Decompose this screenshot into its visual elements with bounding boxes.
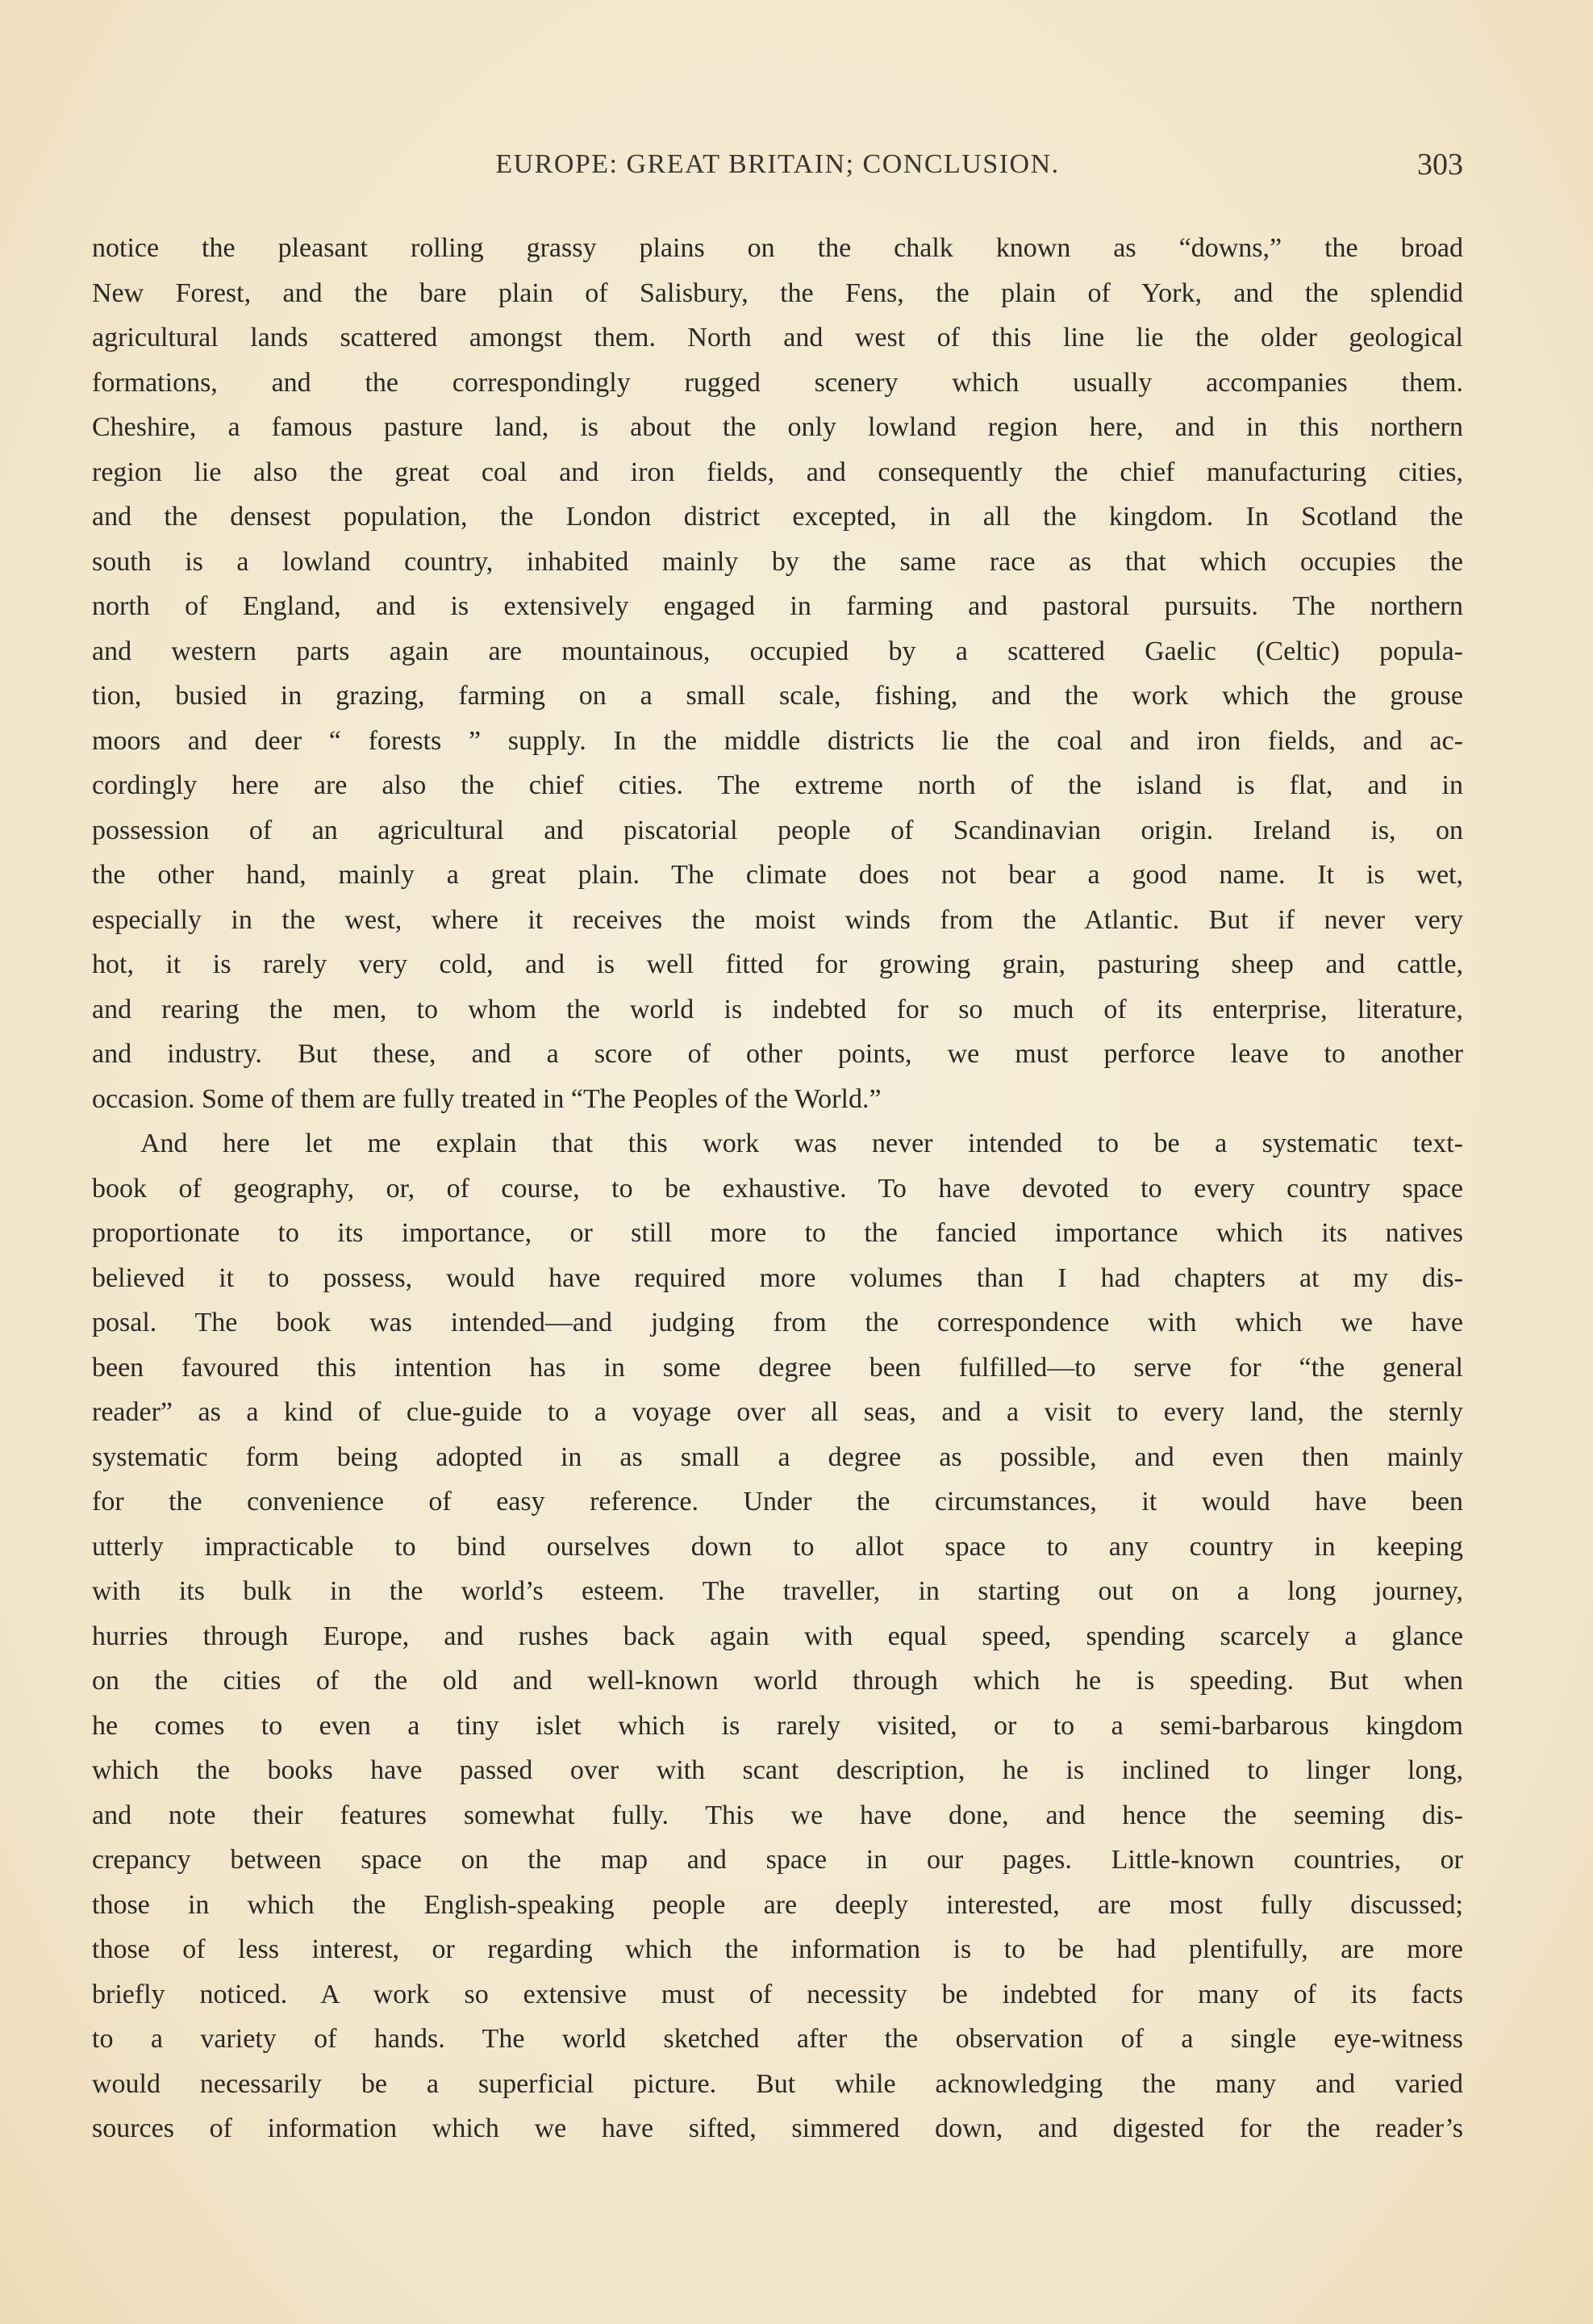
text-line: systematic form being adopted in as small a degree as possible, and even then mainly xyxy=(92,1442,1463,1472)
page-number: 303 xyxy=(1417,148,1463,181)
text-line: and western parts again are mountainous, occupied by a scattered Gaelic (Celtic) popula- xyxy=(92,636,1463,666)
text-line: to a variety of hands. The world sketched after the observation of a single eye-witness xyxy=(92,2024,1463,2054)
text-line: And here let me explain that this work was never intended to be a systematic text- xyxy=(140,1129,1463,1158)
text-line: for the convenience of easy reference. Under the circumstances, it would have been xyxy=(92,1487,1463,1517)
text-line: he comes to even a tiny islet which is rarely visited, or to a semi-barbarous kingdom xyxy=(92,1710,1463,1741)
text-line: been favoured this intention has in some degree been fulfilled—to serve for “the general xyxy=(92,1352,1463,1383)
running-head xyxy=(92,144,1463,186)
text-line: notice the pleasant rolling grassy plains on the chalk known as “downs,” the broad xyxy=(92,233,1463,263)
text-line: hot, it is rarely very cold, and is well fitted for growing grain, pasturing sheep and cattle, xyxy=(92,949,1463,979)
text-line: would necessarily be a superficial picture. But while acknowledging the many and varied xyxy=(92,2068,1463,2099)
text-line: possession of an agricultural and piscatorial people of Scandinavian origin. Ireland is, on xyxy=(92,815,1463,845)
text-line: those in which the English-speaking people are deeply interested, are most fully discussed; xyxy=(92,1889,1463,1920)
text-line: and rearing the men, to whom the world is indebted for so much of its enterprise, literature, xyxy=(92,994,1463,1024)
text-line: those of less interest, or regarding which the information is to be had plentifully, are more xyxy=(92,1934,1463,1964)
paragraph xyxy=(92,1121,1463,2151)
text-line: crepancy between space on the map and space in our pages. Little-known countries, or xyxy=(92,1845,1463,1875)
text-line: and the densest population, the London district excepted, in all the kingdom. In Scotland the xyxy=(92,502,1463,532)
text-line: sources of information which we have sifted, simmered down, and digested for the reader’s xyxy=(92,2113,1463,2143)
paragraph xyxy=(92,226,1463,1121)
running-title: EUROPE: GREAT BRITAIN; CONCLUSION. xyxy=(495,149,1060,179)
text-line: tion, busied in grazing, farming on a small scale, fishing, and the work which the grouse xyxy=(92,681,1463,711)
text-line: on the cities of the old and well-known world through which he is speeding. But when xyxy=(92,1666,1463,1696)
text-line: proportionate to its importance, or still more to the fancied importance which its natives xyxy=(92,1218,1463,1248)
text-line: occasion. Some of them are fully treated in “The Peoples of the World.” xyxy=(92,1083,882,1114)
text-line: and industry. But these, and a score of other points, we must perforce leave to another xyxy=(92,1039,1463,1069)
text-line: formations, and the correspondingly rugged scenery which usually accompanies them. xyxy=(92,367,1463,398)
text-line: hurries through Europe, and rushes back again with equal speed, spending scarcely a glance xyxy=(92,1621,1463,1651)
text-line: especially in the west, where it receives the moist winds from the Atlantic. But if never very xyxy=(92,904,1463,935)
text-line: north of England, and is extensively engaged in farming and pastoral pursuits. The northern xyxy=(92,591,1463,621)
body-text xyxy=(92,226,1463,2151)
text-line: with its bulk in the world’s esteem. The traveller, in starting out on a long journey, xyxy=(92,1576,1463,1606)
text-line: briefly noticed. A work so extensive must of necessity be indebted for many of its facts xyxy=(92,1979,1463,2009)
text-line: the other hand, mainly a great plain. The climate does not bear a good name. It is wet, xyxy=(92,860,1463,890)
text-line: utterly impracticable to bind ourselves down to allot space to any country in keeping xyxy=(92,1531,1463,1562)
text-line: book of geography, or, of course, to be exhaustive. To have devoted to every country space xyxy=(92,1173,1463,1204)
text-line: region lie also the great coal and iron fields, and consequently the chief manufacturing cities, xyxy=(92,457,1463,487)
text-line: believed it to possess, would have required more volumes than I had chapters at my dis- xyxy=(92,1262,1463,1293)
text-line: posal. The book was intended—and judging from the correspondence with which we have xyxy=(92,1308,1463,1337)
text-line: and note their features somewhat fully. This we have done, and hence the seeming dis- xyxy=(92,1800,1463,1830)
text-line: agricultural lands scattered amongst them. North and west of this line lie the older geological xyxy=(92,323,1463,353)
text-line: reader” as a kind of clue-guide to a voyage over all seas, and a visit to every land, the sternly xyxy=(92,1397,1463,1427)
text-line: which the books have passed over with scant description, he is inclined to linger long, xyxy=(92,1755,1463,1785)
text-line: cordingly here are also the chief cities. The extreme north of the island is flat, and in xyxy=(92,770,1463,800)
text-line: New Forest, and the bare plain of Salisbury, the Fens, the plain of York, and the splendid xyxy=(92,277,1463,308)
text-line: Cheshire, a famous pasture land, is about the only lowland region here, and in this northern xyxy=(92,412,1463,442)
text-line: south is a lowland country, inhabited mainly by the same race as that which occupies the xyxy=(92,546,1463,577)
text-line: moors and deer “ forests ” supply. In the middle districts lie the coal and iron fields, and ac- xyxy=(92,725,1463,756)
